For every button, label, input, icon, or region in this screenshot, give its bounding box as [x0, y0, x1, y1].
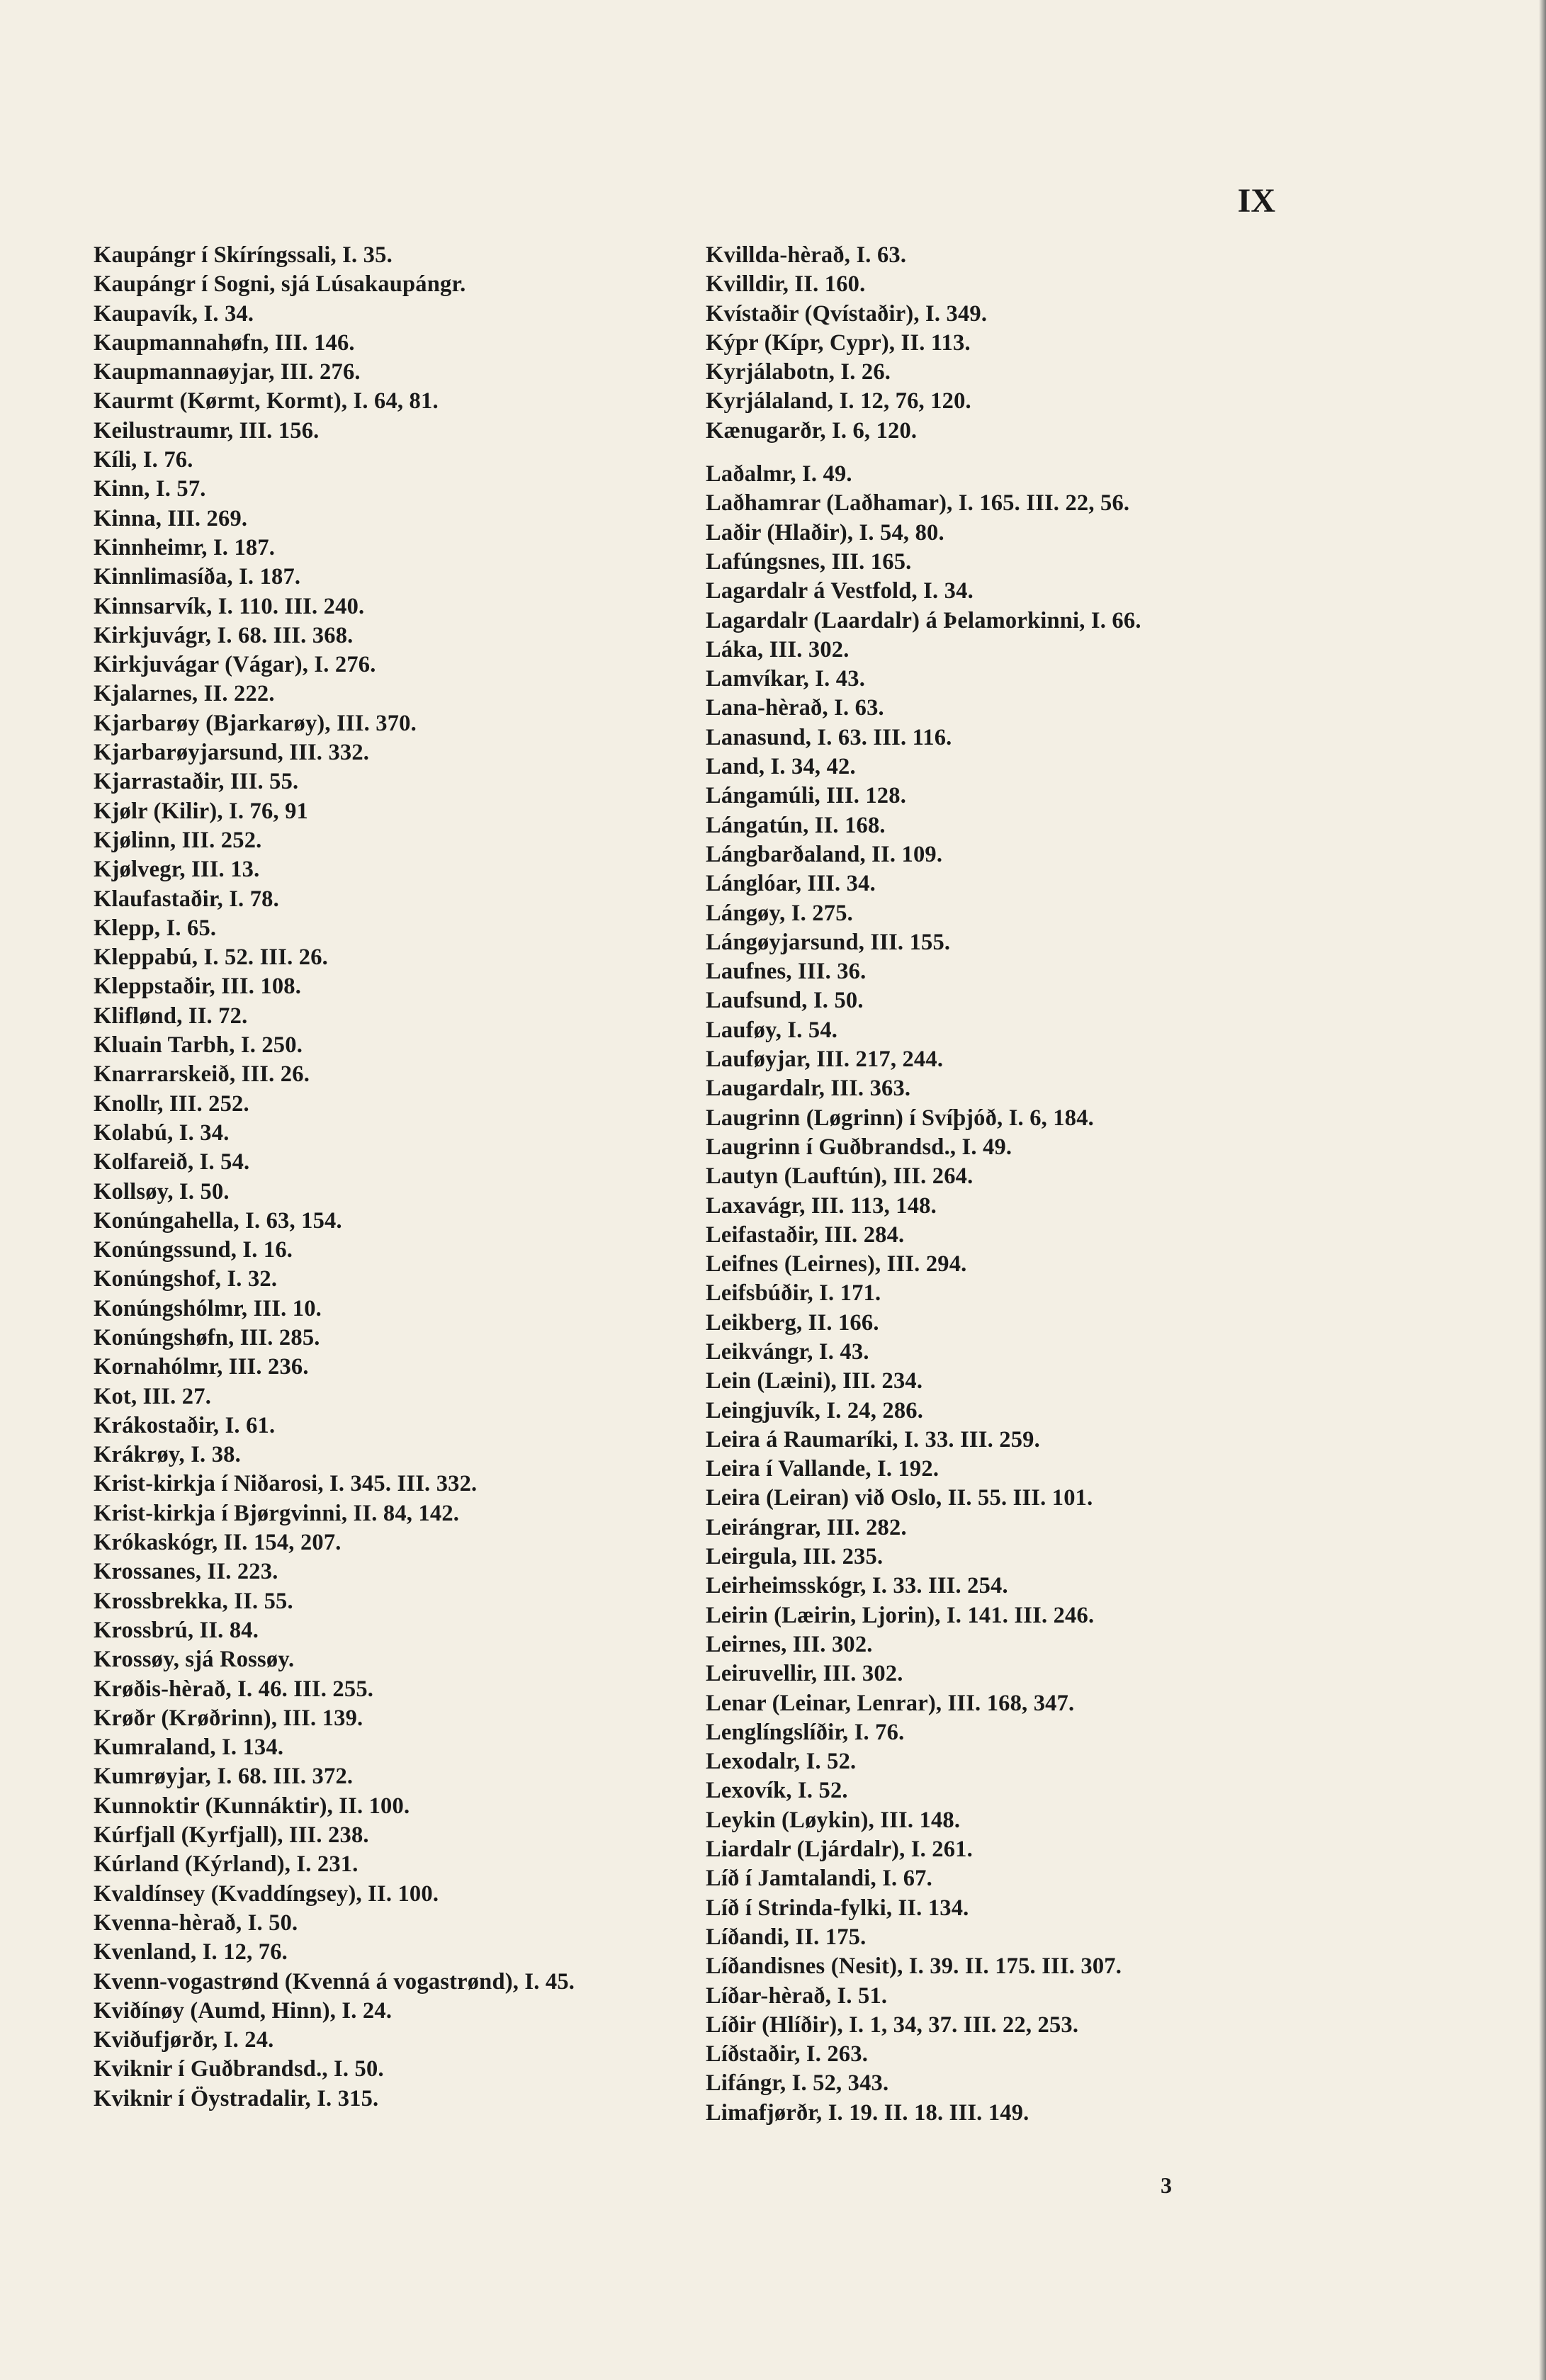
- index-entry: Kýpr (Kípr, Cypr), II. 113.: [706, 329, 971, 356]
- index-entry: Kíli, I. 76.: [94, 447, 193, 473]
- index-entry: Kumrøyjar, I. 68. III. 372.: [94, 1764, 354, 1790]
- index-entry: Leifsbúðir, I. 171.: [706, 1280, 881, 1307]
- index-entry: Leira í Vallande, I. 192.: [706, 1456, 940, 1482]
- index-entry: Kleppabú, I. 52. III. 26.: [94, 944, 328, 971]
- index-entry: Kviðínøy (Aumd, Hinn), I. 24.: [94, 1997, 393, 2024]
- index-entry: Kjølinn, III. 252.: [94, 827, 262, 853]
- index-entry: Krossbrú, II. 84.: [94, 1617, 259, 1643]
- index-entry: Krist-kirkja í Niðarosi, I. 345. III. 332.: [94, 1471, 478, 1497]
- index-entry: Kviknir í Guðbrandsd., I. 50.: [94, 2056, 384, 2082]
- index-entry: Lángamúli, III. 128.: [706, 783, 907, 809]
- index-entry: Krókaskógr, II. 154, 207.: [94, 1530, 342, 1556]
- index-entry: Leirángrar, III. 282.: [706, 1514, 907, 1540]
- index-entry: Kviknir í Öystradalir, I. 315.: [94, 2085, 379, 2111]
- index-entry: Knarrarskeið, III. 26.: [94, 1061, 310, 1088]
- section-gap: [706, 446, 1315, 460]
- index-entry: Kinn, I. 57.: [94, 476, 206, 502]
- index-entry: Kvístaðir (Qvístaðir), I. 349.: [706, 300, 988, 327]
- index-entry: Líð í Jamtalandi, I. 67.: [706, 1866, 932, 1892]
- index-entry: Líðandi, II. 175.: [706, 1924, 867, 1950]
- index-entry: Liardalr (Ljárdalr), I. 261.: [706, 1837, 973, 1863]
- index-entry: Krøðis-hèrað, I. 46. III. 255.: [94, 1676, 374, 1702]
- index-entry: Kúrfjall (Kyrfjall), III. 238.: [94, 1822, 369, 1849]
- index-entry: Lángbarðaland, II. 109.: [706, 841, 943, 867]
- index-entry: Láka, III. 302.: [706, 636, 850, 662]
- index-entry: Kyrjálaland, I. 12, 76, 120.: [706, 388, 971, 414]
- index-entry: Kyrjálabotn, I. 26.: [706, 359, 891, 385]
- index-entry: Leira (Leiran) við Oslo, II. 55. III. 101.: [706, 1485, 1093, 1511]
- index-entry: Krossbrekka, II. 55.: [94, 1588, 293, 1614]
- index-entry: Keilustraumr, III. 156.: [94, 417, 320, 444]
- index-entry: Kirkjuvágr, I. 68. III. 368.: [94, 622, 354, 648]
- index-entry: Kviðufjørðr, I. 24.: [94, 2027, 274, 2053]
- index-entry: Kjølvegr, III. 13.: [94, 857, 260, 883]
- index-entry: Lauføy, I. 54.: [706, 1017, 838, 1043]
- index-entry: Kliflønd, II. 72.: [94, 1003, 248, 1029]
- index-entry: Líðstaðir, I. 263.: [706, 2041, 869, 2068]
- index-entry: Krøðr (Krøðrinn), III. 139.: [94, 1705, 363, 1731]
- index-entry: Kvilldir, II. 160.: [706, 271, 866, 298]
- index-entry: Lánglóar, III. 34.: [706, 871, 876, 897]
- index-column-left: [94, 241, 660, 2114]
- index-entry: Kænugarðr, I. 6, 120.: [706, 417, 918, 444]
- index-entry: Knollr, III. 252.: [94, 1090, 249, 1117]
- index-entry: Lángøyjarsund, III. 155.: [706, 929, 951, 955]
- index-entry: Leikvángr, I. 43.: [706, 1338, 869, 1365]
- index-entry: Kinnheimr, I. 187.: [94, 534, 276, 560]
- index-entry: Land, I. 34, 42.: [706, 754, 856, 780]
- index-entry: Kinna, III. 269.: [94, 505, 248, 531]
- index-entry: Kaupmannaøyjar, III. 276.: [94, 359, 361, 385]
- index-entry: Kjarbarøyjarsund, III. 332.: [94, 740, 370, 766]
- index-entry: Krossanes, II. 223.: [94, 1559, 278, 1585]
- index-entry: Laðhamrar (Laðhamar), I. 165. III. 22, 56.: [706, 490, 1130, 517]
- index-entry: Konúngshof, I. 32.: [94, 1266, 278, 1292]
- index-entry: Lana-hèrað, I. 63.: [706, 695, 884, 721]
- index-entry: Krist-kirkja í Bjørgvinni, II. 84, 142.: [94, 1500, 460, 1526]
- index-entry: Kjalarnes, II. 222.: [94, 681, 275, 707]
- index-entry: Lanasund, I. 63. III. 116.: [706, 724, 952, 750]
- index-entry: Kirkjuvágar (Vágar), I. 276.: [94, 652, 376, 678]
- index-entry: Limafjørðr, I. 19. II. 18. III. 149.: [706, 2099, 1029, 2126]
- index-entry: Laðalmr, I. 49.: [706, 461, 852, 487]
- index-entry: Kolfareið, I. 54.: [94, 1149, 250, 1175]
- index-entry: Kaupángr í Sogni, sjá Lúsakaupángr.: [94, 271, 466, 298]
- index-entry: Leirin (Læirin, Ljorin), I. 141. III. 246.: [706, 1602, 1095, 1628]
- index-entry: Krákrøy, I. 38.: [94, 1442, 241, 1468]
- index-entry: Kot, III. 27.: [94, 1383, 212, 1409]
- index-entry: Lexodalr, I. 52.: [706, 1749, 857, 1775]
- index-entry: Kunnoktir (Kunnáktir), II. 100.: [94, 1793, 410, 1819]
- index-entry: Lenar (Leinar, Lenrar), III. 168, 347.: [706, 1690, 1075, 1716]
- index-entry: Laugardalr, III. 363.: [706, 1076, 911, 1102]
- index-entry: Kaupmannahøfn, III. 146.: [94, 329, 355, 356]
- page-number: IX: [1237, 182, 1275, 220]
- index-entry: Kinnsarvík, I. 110. III. 240.: [94, 593, 365, 619]
- index-entry: Lenglíngslíðir, I. 76.: [706, 1719, 905, 1745]
- index-entry: Laxavágr, III. 113, 148.: [706, 1192, 937, 1219]
- index-entry: Kvenland, I. 12, 76.: [94, 1939, 288, 1966]
- index-entry: Klaufastaðir, I. 78.: [94, 886, 279, 912]
- index-entry: Leifastaðir, III. 284.: [706, 1222, 905, 1248]
- index-entry: Kjarbarøy (Bjarkarøy), III. 370.: [94, 710, 417, 736]
- index-entry: Kjarrastaðir, III. 55.: [94, 769, 299, 795]
- index-entry: Laugrinn í Guðbrandsd., I. 49.: [706, 1134, 1012, 1160]
- index-entry: Lifángr, I. 52, 343.: [706, 2070, 889, 2097]
- index-entry: Kinnlimasíða, I. 187.: [94, 564, 301, 590]
- index-entry: Konúngahella, I. 63, 154.: [94, 1207, 342, 1234]
- index-entry: Laufnes, III. 36.: [706, 959, 867, 985]
- index-entry: Lángatún, II. 168.: [706, 812, 886, 838]
- index-entry: Lagardalr (Laardalr) á Þelamorkinni, I. 66.: [706, 607, 1141, 633]
- index-entry: Konúngshólmr, III. 10.: [94, 1295, 322, 1321]
- signature-mark: 3: [1161, 2172, 1172, 2198]
- index-entry: Kjølr (Kilir), I. 76, 91: [94, 798, 308, 824]
- index-entry: Kaupángr í Skíríngssali, I. 35.: [94, 242, 393, 268]
- index-column-right: [706, 241, 1315, 2128]
- index-entry: Lagardalr á Vestfold, I. 34.: [706, 578, 974, 604]
- index-entry: Lángøy, I. 275.: [706, 900, 853, 926]
- index-entry: Konúngshøfn, III. 285.: [94, 1324, 320, 1350]
- index-entry: Lexovík, I. 52.: [706, 1778, 848, 1804]
- index-entry: Kvenn-vogastrønd (Kvenná á vogastrønd), I. 45.: [94, 1968, 575, 1995]
- index-entry: Leiruvellir, III. 302.: [706, 1661, 903, 1687]
- index-group-l: [706, 460, 1315, 2128]
- index-entry: Líðir (Hlíðir), I. 1, 34, 37. III. 22, 253.: [706, 2012, 1079, 2038]
- index-entry: Kluain Tarbh, I. 250.: [94, 1032, 303, 1059]
- index-entry: Líðar-hèrað, I. 51.: [706, 1983, 888, 2009]
- index-entry: Lein (Læini), III. 234.: [706, 1368, 923, 1394]
- index-entry: Líðandisnes (Nesit), I. 39. II. 175. III. 307.: [706, 1953, 1122, 1980]
- index-entry: Lauføyjar, III. 217, 244.: [706, 1047, 944, 1073]
- index-entry: Krossøy, sjá Rossøy.: [94, 1647, 295, 1673]
- index-entry: Kumraland, I. 134.: [94, 1735, 284, 1761]
- index-entry: Laufsund, I. 50.: [706, 988, 864, 1014]
- index-entry: Leingjuvík, I. 24, 286.: [706, 1397, 924, 1423]
- index-group-k: [706, 241, 1315, 446]
- index-entry: Kvillda-hèrað, I. 63.: [706, 242, 907, 268]
- index-entry: Lautyn (Lauftún), III. 264.: [706, 1163, 974, 1190]
- index-entry: Laðir (Hlaðir), I. 54, 80.: [706, 519, 944, 546]
- index-entry: Leira á Raumaríki, I. 33. III. 259.: [706, 1426, 1040, 1453]
- index-entry: Kornahólmr, III. 236.: [94, 1354, 309, 1380]
- index-entry: Líð í Strinda-fylki, II. 134.: [706, 1895, 969, 1921]
- index-entry: Kleppstaðir, III. 108.: [94, 974, 302, 1000]
- index-entry: Kvaldínsey (Kvaddíngsey), II. 100.: [94, 1880, 439, 1907]
- index-entry: Lamvíkar, I. 43.: [706, 666, 866, 692]
- index-entry: Leifnes (Leirnes), III. 294.: [706, 1251, 967, 1278]
- index-entry: Leykin (Løykin), III. 148.: [706, 1807, 961, 1833]
- index-entry: Leirgula, III. 235.: [706, 1544, 884, 1570]
- index-entry: Lafúngsnes, III. 165.: [706, 548, 912, 575]
- index-entry: Kollsøy, I. 50.: [94, 1178, 230, 1205]
- index-entry: Leirnes, III. 302.: [706, 1631, 873, 1657]
- index-entry: Klepp, I. 65.: [94, 915, 217, 941]
- index-entry: Kvenna-hèrað, I. 50.: [94, 1910, 298, 1936]
- index-entry: Kaurmt (Kørmt, Kormt), I. 64, 81.: [94, 388, 439, 414]
- index-entry: Laugrinn (Løgrinn) í Svíþjóð, I. 6, 184.: [706, 1105, 1094, 1131]
- index-entry: Konúngssund, I. 16.: [94, 1237, 293, 1263]
- index-entry: Kúrland (Kýrland), I. 231.: [94, 1851, 359, 1878]
- page-edge-shadow: [1539, 0, 1546, 2380]
- index-entry: Kaupavík, I. 34.: [94, 300, 254, 327]
- index-entry: Leirheimsskógr, I. 33. III. 254.: [706, 1573, 1008, 1599]
- index-entry: Leikberg, II. 166.: [706, 1309, 879, 1336]
- index-entry: Krákostaðir, I. 61.: [94, 1412, 276, 1438]
- index-entry: Kolabú, I. 34.: [94, 1119, 230, 1146]
